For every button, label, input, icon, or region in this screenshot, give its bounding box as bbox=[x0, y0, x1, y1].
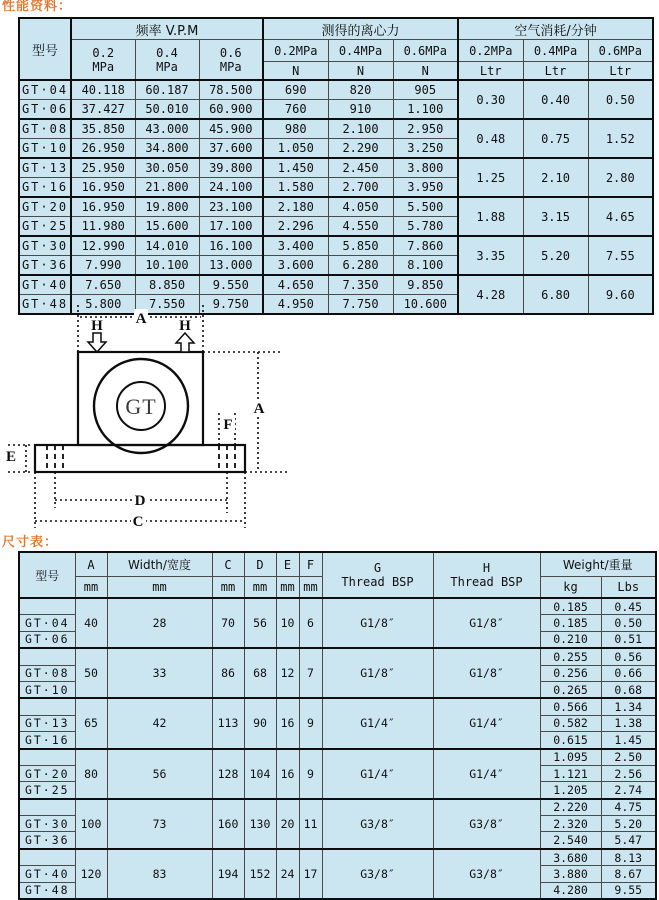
performance-section-title: 性能资料： bbox=[2, 0, 73, 14]
dim-c-value: 160 bbox=[212, 799, 244, 849]
model-cell: GT·36 bbox=[19, 256, 71, 276]
air-consumption-value: 1.88 bbox=[458, 197, 523, 236]
col-header-e: E bbox=[276, 552, 299, 577]
unit-header-kg: kg bbox=[540, 577, 601, 599]
dim-width-value: 83 bbox=[107, 849, 212, 899]
weight-kg-value: 2.320 bbox=[540, 816, 601, 832]
unit-label: MPa bbox=[156, 59, 178, 74]
weight-lbs-value: 8.67 bbox=[601, 866, 656, 882]
weight-kg-value: 0.582 bbox=[540, 715, 601, 731]
weight-lbs-value: 2.56 bbox=[601, 765, 656, 781]
force-value: 4.050 bbox=[328, 197, 393, 217]
dim-e-value: 16 bbox=[276, 749, 299, 799]
air-consumption-value: 9.60 bbox=[588, 275, 653, 314]
dim-width-value: 42 bbox=[107, 698, 212, 748]
weight-lbs-value: 5.20 bbox=[601, 816, 656, 832]
air-consumption-value: 2.80 bbox=[588, 158, 653, 197]
air-consumption-value: 0.50 bbox=[588, 80, 653, 119]
force-value: 3.800 bbox=[393, 158, 458, 178]
weight-kg-value: 0.615 bbox=[540, 732, 601, 749]
pressure-label: 0.2 bbox=[92, 45, 115, 60]
pressure-label: 0.4 bbox=[156, 45, 178, 60]
weight-kg-value: 0.256 bbox=[540, 665, 601, 681]
unit-header: mm bbox=[276, 577, 299, 599]
force-value: 1.580 bbox=[263, 178, 328, 198]
dim-d-value: 56 bbox=[244, 598, 276, 648]
arrow-up-icon bbox=[176, 333, 194, 352]
weight-kg-value: 3.680 bbox=[540, 849, 601, 866]
frequency-value: 12.990 bbox=[71, 236, 135, 256]
frequency-value: 30.050 bbox=[135, 158, 199, 178]
force-pressure-header: 0.6MPa bbox=[393, 40, 458, 62]
model-cell bbox=[19, 598, 75, 615]
weight-lbs-value: 5.47 bbox=[601, 832, 656, 849]
air-consumption-value: 1.52 bbox=[588, 119, 653, 158]
col-header-width: Width/宽度 bbox=[107, 552, 212, 577]
freq-pressure-header bbox=[135, 40, 199, 81]
weight-lbs-value: 0.50 bbox=[601, 615, 656, 631]
dim-e-value: 12 bbox=[276, 648, 299, 698]
air-consumption-value: 4.65 bbox=[588, 197, 653, 236]
model-cell: GT·04 bbox=[19, 615, 75, 631]
perf-table-row bbox=[19, 236, 653, 256]
model-cell: GT·40 bbox=[19, 275, 71, 295]
frequency-group-header: 频率 V.P.M bbox=[71, 18, 263, 40]
dim-d-value: 90 bbox=[244, 698, 276, 748]
model-cell: GT·30 bbox=[19, 816, 75, 832]
weight-kg-value: 2.220 bbox=[540, 799, 601, 816]
model-cell: GT·25 bbox=[19, 217, 71, 237]
col-header-f: F bbox=[299, 552, 322, 577]
perf-header-groups bbox=[19, 18, 653, 40]
thread-g-value: G3/8″ bbox=[322, 849, 433, 899]
thread-type: Thread BSP bbox=[341, 575, 414, 589]
frequency-value: 5.800 bbox=[71, 295, 135, 315]
dim-table-row bbox=[19, 648, 656, 665]
model-cell: GT·10 bbox=[19, 139, 71, 159]
force-value: 760 bbox=[263, 100, 328, 120]
frequency-value: 19.800 bbox=[135, 197, 199, 217]
weight-lbs-value: 0.66 bbox=[601, 665, 656, 681]
weight-group-header: Weight/重量 bbox=[540, 552, 656, 577]
dim-e-value: 10 bbox=[276, 598, 299, 648]
force-value: 3.600 bbox=[263, 256, 328, 276]
dim-a-value: 50 bbox=[75, 648, 107, 698]
weight-lbs-value: 9.55 bbox=[601, 882, 656, 899]
dim-a-value: 80 bbox=[75, 749, 107, 799]
dim-f-value: 17 bbox=[299, 849, 322, 899]
force-value: 6.280 bbox=[328, 256, 393, 276]
frequency-value: 15.600 bbox=[135, 217, 199, 237]
frequency-value: 37.600 bbox=[199, 139, 263, 159]
frequency-value: 9.750 bbox=[199, 295, 263, 315]
dim-label-d: D bbox=[134, 493, 146, 509]
unit-header: mm bbox=[212, 577, 244, 599]
weight-lbs-value: 1.38 bbox=[601, 715, 656, 731]
col-header-h-thread bbox=[433, 552, 540, 598]
air-unit-header: Ltr bbox=[588, 62, 653, 81]
col-header-d: D bbox=[244, 552, 276, 577]
air-pressure-header: 0.2MPa bbox=[458, 40, 523, 62]
force-value: 1.100 bbox=[393, 100, 458, 120]
weight-kg-value: 0.185 bbox=[540, 615, 601, 631]
force-value: 4.650 bbox=[263, 275, 328, 295]
force-unit-header: N bbox=[393, 62, 458, 81]
dim-a-value: 40 bbox=[75, 598, 107, 648]
dim-label-f: F bbox=[223, 417, 233, 433]
dim-table-row bbox=[19, 698, 656, 715]
force-value: 9.850 bbox=[393, 275, 458, 295]
weight-lbs-value: 0.68 bbox=[601, 681, 656, 698]
model-cell: GT·13 bbox=[19, 715, 75, 731]
force-value: 820 bbox=[328, 80, 393, 100]
thread-h-value: G1/8″ bbox=[433, 648, 540, 698]
model-cell bbox=[19, 698, 75, 715]
force-value: 7.860 bbox=[393, 236, 458, 256]
dimension-diagram bbox=[0, 295, 330, 550]
weight-kg-value: 0.255 bbox=[540, 648, 601, 665]
thread-h-value: G3/8″ bbox=[433, 799, 540, 849]
frequency-value: 8.850 bbox=[135, 275, 199, 295]
unit-header: mm bbox=[107, 577, 212, 599]
model-cell: GT·40 bbox=[19, 866, 75, 882]
col-header-a: A bbox=[75, 552, 107, 577]
dim-d-value: 152 bbox=[244, 849, 276, 899]
model-cell: GT·20 bbox=[19, 765, 75, 781]
air-consumption-value: 2.10 bbox=[523, 158, 588, 197]
dim-table-row bbox=[19, 598, 656, 615]
performance-table bbox=[18, 17, 654, 315]
weight-kg-value: 1.095 bbox=[540, 749, 601, 766]
frequency-value: 9.550 bbox=[199, 275, 263, 295]
thread-letter: G bbox=[373, 561, 382, 575]
dim-a-value: 120 bbox=[75, 849, 107, 899]
model-cell: GT·06 bbox=[19, 100, 71, 120]
dim-c-value: 86 bbox=[212, 648, 244, 698]
model-column-header: 型号 bbox=[19, 18, 71, 80]
model-cell: GT·36 bbox=[19, 832, 75, 849]
weight-lbs-value: 2.74 bbox=[601, 782, 656, 799]
air-consumption-value: 0.48 bbox=[458, 119, 523, 158]
frequency-value: 39.800 bbox=[199, 158, 263, 178]
force-value: 3.950 bbox=[393, 178, 458, 198]
unit-header: mm bbox=[75, 577, 107, 599]
dim-label-h-right: H bbox=[179, 318, 191, 334]
thread-type: Thread BSP bbox=[450, 575, 523, 589]
weight-kg-value: 3.880 bbox=[540, 866, 601, 882]
force-value: 3.400 bbox=[263, 236, 328, 256]
dim-width-value: 73 bbox=[107, 799, 212, 849]
frequency-value: 23.100 bbox=[199, 197, 263, 217]
weight-lbs-value: 8.13 bbox=[601, 849, 656, 866]
frequency-value: 17.100 bbox=[199, 217, 263, 237]
perf-table-row bbox=[19, 158, 653, 178]
frequency-value: 24.100 bbox=[199, 178, 263, 198]
frequency-value: 60.900 bbox=[199, 100, 263, 120]
weight-kg-value: 1.205 bbox=[540, 782, 601, 799]
frequency-value: 11.980 bbox=[71, 217, 135, 237]
frequency-value: 60.187 bbox=[135, 80, 199, 100]
force-pressure-header: 0.4MPa bbox=[328, 40, 393, 62]
unit-header: mm bbox=[244, 577, 276, 599]
dim-width-value: 28 bbox=[107, 598, 212, 648]
force-value: 1.450 bbox=[263, 158, 328, 178]
force-value: 1.050 bbox=[263, 139, 328, 159]
air-unit-header: Ltr bbox=[458, 62, 523, 81]
force-value: 980 bbox=[263, 119, 328, 139]
air-consumption-value: 1.25 bbox=[458, 158, 523, 197]
col-header-c: C bbox=[212, 552, 244, 577]
air-consumption-value: 5.20 bbox=[523, 236, 588, 275]
force-value: 7.350 bbox=[328, 275, 393, 295]
col-header-g-thread bbox=[322, 552, 433, 598]
dim-c-value: 194 bbox=[212, 849, 244, 899]
force-value: 2.450 bbox=[328, 158, 393, 178]
air-consumption-value: 4.28 bbox=[458, 275, 523, 314]
air-consumption-value: 7.55 bbox=[588, 236, 653, 275]
force-value: 2.296 bbox=[263, 217, 328, 237]
thread-h-value: G1/4″ bbox=[433, 698, 540, 748]
air-pressure-header: 0.6MPa bbox=[588, 40, 653, 62]
frequency-value: 25.950 bbox=[71, 158, 135, 178]
unit-header-lbs: Lbs bbox=[601, 577, 656, 599]
weight-lbs-value: 1.45 bbox=[601, 732, 656, 749]
thread-g-value: G3/8″ bbox=[322, 799, 433, 849]
frequency-value: 16.950 bbox=[71, 178, 135, 198]
weight-kg-value: 2.540 bbox=[540, 832, 601, 849]
dim-table-row bbox=[19, 749, 656, 766]
dim-c-value: 113 bbox=[212, 698, 244, 748]
model-cell: GT·06 bbox=[19, 631, 75, 648]
dim-e-value: 16 bbox=[276, 698, 299, 748]
weight-kg-value: 0.185 bbox=[540, 598, 601, 615]
model-cell: GT·16 bbox=[19, 732, 75, 749]
dim-label-h-left: H bbox=[91, 318, 103, 334]
frequency-value: 13.000 bbox=[199, 256, 263, 276]
force-pressure-header: 0.2MPa bbox=[263, 40, 328, 62]
air-consumption-value: 0.75 bbox=[523, 119, 588, 158]
weight-lbs-value: 0.45 bbox=[601, 598, 656, 615]
frequency-value: 10.100 bbox=[135, 256, 199, 276]
dim-e-value: 20 bbox=[276, 799, 299, 849]
frequency-value: 7.650 bbox=[71, 275, 135, 295]
dim-label-a-right: A bbox=[253, 401, 265, 417]
dim-e-value: 24 bbox=[276, 849, 299, 899]
force-value: 910 bbox=[328, 100, 393, 120]
weight-lbs-value: 0.56 bbox=[601, 648, 656, 665]
air-unit-header: Ltr bbox=[523, 62, 588, 81]
frequency-value: 7.990 bbox=[71, 256, 135, 276]
thread-h-value: G1/4″ bbox=[433, 749, 540, 799]
frequency-value: 21.800 bbox=[135, 178, 199, 198]
frequency-value: 26.950 bbox=[71, 139, 135, 159]
model-cell: GT·30 bbox=[19, 236, 71, 256]
dim-d-value: 130 bbox=[244, 799, 276, 849]
force-value: 5.780 bbox=[393, 217, 458, 237]
model-cell bbox=[19, 849, 75, 866]
thread-h-value: G1/8″ bbox=[433, 598, 540, 648]
perf-table-row bbox=[19, 275, 653, 295]
freq-pressure-header bbox=[199, 40, 263, 81]
frequency-value: 35.850 bbox=[71, 119, 135, 139]
dim-f-value: 9 bbox=[299, 749, 322, 799]
model-column-header: 型号 bbox=[19, 552, 75, 598]
model-cell: GT·10 bbox=[19, 681, 75, 698]
dim-d-value: 104 bbox=[244, 749, 276, 799]
dim-label-a-top: A bbox=[135, 311, 147, 327]
air-consumption-value: 0.40 bbox=[523, 80, 588, 119]
weight-lbs-value: 2.50 bbox=[601, 749, 656, 766]
pressure-label: 0.6 bbox=[219, 45, 242, 60]
model-cell: GT·13 bbox=[19, 158, 71, 178]
force-value: 905 bbox=[393, 80, 458, 100]
force-unit-header: N bbox=[328, 62, 393, 81]
air-consumption-value: 3.15 bbox=[523, 197, 588, 236]
frequency-value: 37.427 bbox=[71, 100, 135, 120]
weight-kg-value: 0.265 bbox=[540, 681, 601, 698]
frequency-value: 78.500 bbox=[199, 80, 263, 100]
model-cell bbox=[19, 648, 75, 665]
frequency-value: 45.900 bbox=[199, 119, 263, 139]
frequency-value: 16.100 bbox=[199, 236, 263, 256]
dim-f-value: 11 bbox=[299, 799, 322, 849]
dimension-table bbox=[18, 551, 657, 900]
dim-a-value: 65 bbox=[75, 698, 107, 748]
air-consumption-value: 6.80 bbox=[523, 275, 588, 314]
air-consumption-value: 0.30 bbox=[458, 80, 523, 119]
force-value: 2.290 bbox=[328, 139, 393, 159]
model-cell: GT·08 bbox=[19, 665, 75, 681]
weight-lbs-value: 4.75 bbox=[601, 799, 656, 816]
force-value: 5.500 bbox=[393, 197, 458, 217]
dim-width-value: 56 bbox=[107, 749, 212, 799]
frequency-value: 43.000 bbox=[135, 119, 199, 139]
force-value: 5.850 bbox=[328, 236, 393, 256]
thread-letter: H bbox=[482, 561, 491, 575]
model-cell: GT·16 bbox=[19, 178, 71, 198]
thread-g-value: G1/4″ bbox=[322, 698, 433, 748]
thread-g-value: G1/4″ bbox=[322, 749, 433, 799]
dim-label-e: E bbox=[5, 449, 17, 465]
dim-width-value: 33 bbox=[107, 648, 212, 698]
force-value: 2.700 bbox=[328, 178, 393, 198]
force-value: 3.250 bbox=[393, 139, 458, 159]
dim-f-value: 9 bbox=[299, 698, 322, 748]
model-cell bbox=[19, 749, 75, 766]
perf-header-pressures bbox=[19, 40, 653, 62]
perf-table-row bbox=[19, 119, 653, 139]
force-value: 2.950 bbox=[393, 119, 458, 139]
unit-label: MPa bbox=[92, 59, 115, 74]
product-mark: GT bbox=[125, 394, 157, 419]
weight-lbs-value: 0.51 bbox=[601, 631, 656, 648]
dim-label-c: C bbox=[132, 514, 144, 530]
unit-label: MPa bbox=[219, 59, 242, 74]
dim-f-value: 7 bbox=[299, 648, 322, 698]
force-value: 2.180 bbox=[263, 197, 328, 217]
dim-header-row1 bbox=[19, 552, 656, 577]
force-value: 7.750 bbox=[328, 295, 393, 315]
dim-c-value: 70 bbox=[212, 598, 244, 648]
model-cell: GT·08 bbox=[19, 119, 71, 139]
model-cell: GT·48 bbox=[19, 295, 71, 315]
dim-d-value: 68 bbox=[244, 648, 276, 698]
dim-a-value: 100 bbox=[75, 799, 107, 849]
frequency-value: 40.118 bbox=[71, 80, 135, 100]
frequency-value: 14.010 bbox=[135, 236, 199, 256]
force-value: 4.950 bbox=[263, 295, 328, 315]
frequency-value: 34.800 bbox=[135, 139, 199, 159]
model-cell bbox=[19, 799, 75, 816]
weight-lbs-value: 1.34 bbox=[601, 698, 656, 715]
mounting-slot-lines bbox=[47, 445, 235, 472]
force-unit-header: N bbox=[263, 62, 328, 81]
perf-table-row bbox=[19, 197, 653, 217]
dimension-section-title: 尺寸表： bbox=[2, 535, 59, 550]
weight-kg-value: 0.566 bbox=[540, 698, 601, 715]
air-consumption-group-header: 空气消耗/分钟 bbox=[458, 18, 653, 40]
perf-table-row bbox=[19, 80, 653, 100]
thread-g-value: G1/8″ bbox=[322, 598, 433, 648]
force-value: 8.100 bbox=[393, 256, 458, 276]
force-value: 690 bbox=[263, 80, 328, 100]
force-value: 10.600 bbox=[393, 295, 458, 315]
model-cell: GT·25 bbox=[19, 782, 75, 799]
dim-table-row bbox=[19, 799, 656, 816]
model-cell: GT·48 bbox=[19, 882, 75, 899]
frequency-value: 7.550 bbox=[135, 295, 199, 315]
weight-kg-value: 0.210 bbox=[540, 631, 601, 648]
weight-kg-value: 4.280 bbox=[540, 882, 601, 899]
model-cell: GT·20 bbox=[19, 197, 71, 217]
dim-f-value: 6 bbox=[299, 598, 322, 648]
thread-g-value: G1/8″ bbox=[322, 648, 433, 698]
model-cell: GT·04 bbox=[19, 80, 71, 100]
force-value: 4.550 bbox=[328, 217, 393, 237]
dim-table-row bbox=[19, 849, 656, 866]
frequency-value: 50.010 bbox=[135, 100, 199, 120]
air-consumption-value: 3.35 bbox=[458, 236, 523, 275]
unit-header: mm bbox=[299, 577, 322, 599]
frequency-value: 16.950 bbox=[71, 197, 135, 217]
force-value: 2.100 bbox=[328, 119, 393, 139]
weight-kg-value: 1.121 bbox=[540, 765, 601, 781]
dim-c-value: 128 bbox=[212, 749, 244, 799]
vibrator-base-outline bbox=[35, 445, 245, 472]
arrow-down-icon bbox=[88, 333, 106, 352]
centrifugal-force-group-header: 测得的离心力 bbox=[263, 18, 458, 40]
freq-pressure-header bbox=[71, 40, 135, 81]
thread-h-value: G3/8″ bbox=[433, 849, 540, 899]
air-pressure-header: 0.4MPa bbox=[523, 40, 588, 62]
